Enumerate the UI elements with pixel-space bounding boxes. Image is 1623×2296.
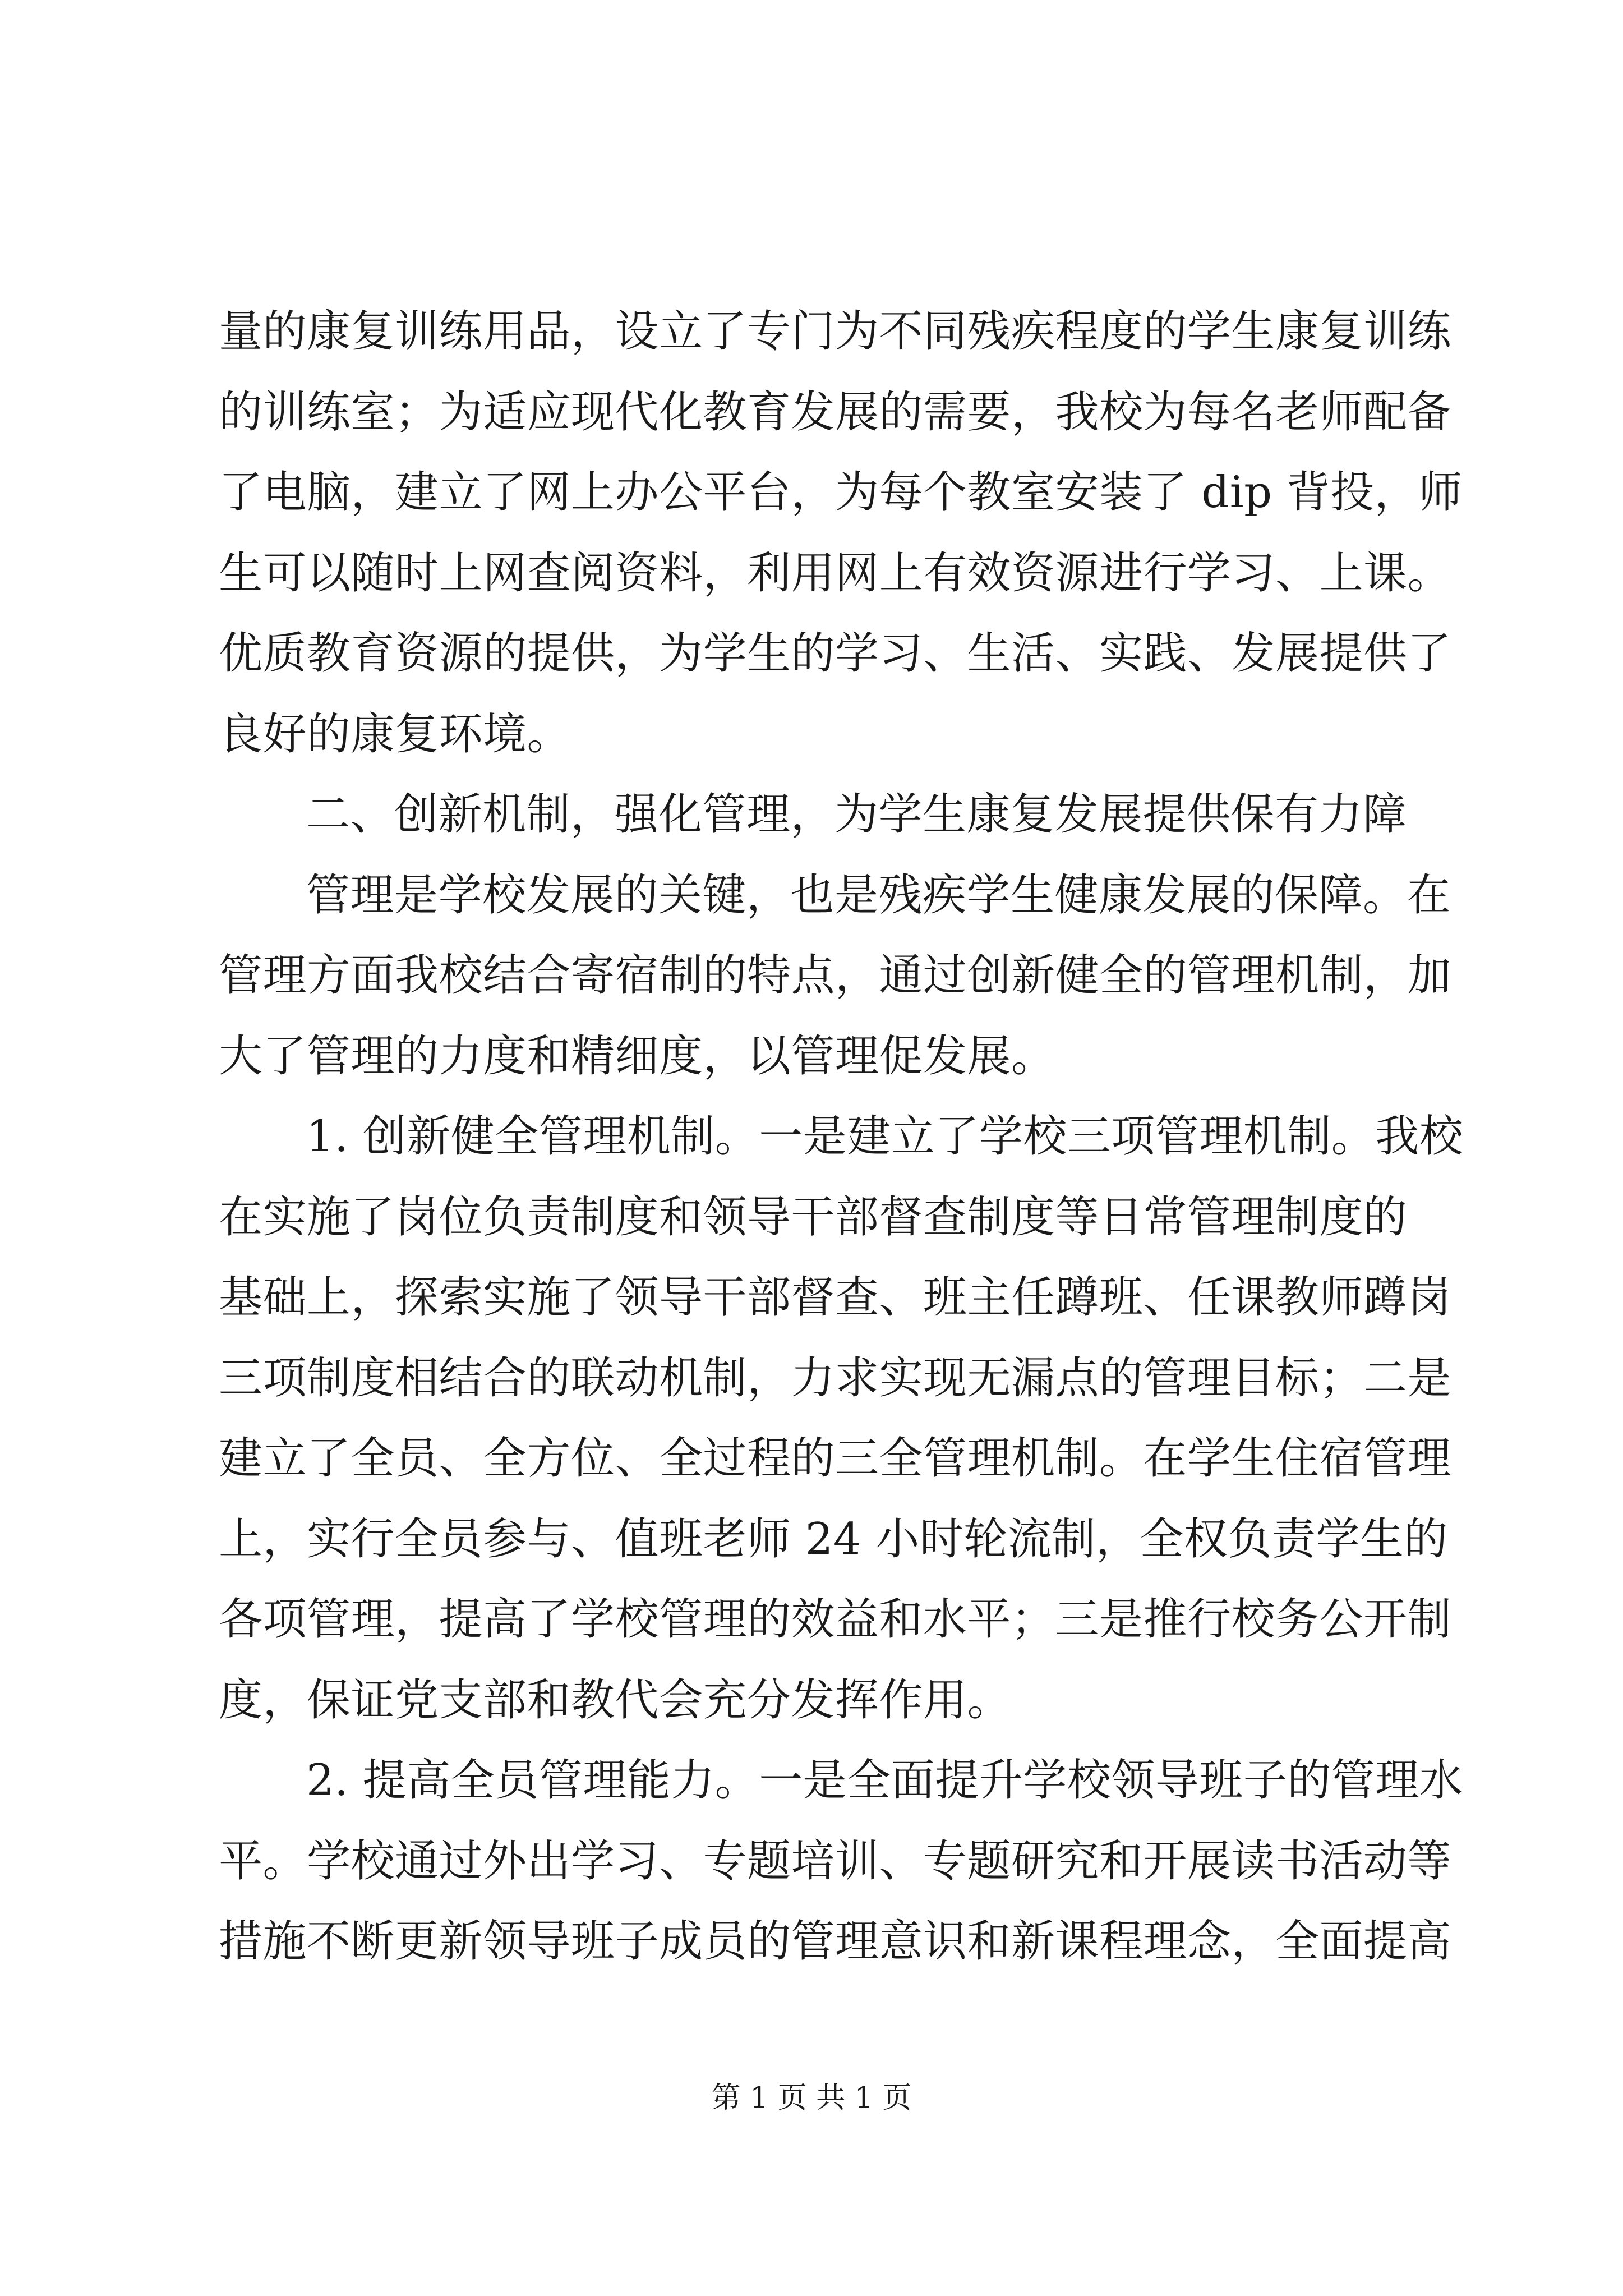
text-line: 生可以随时上网查阅资料，利用网上有效资源进行学习、上课。	[219, 547, 1452, 599]
text-line: 建立了全员、全方位、全过程的三全管理机制。在学生住宿管理	[219, 1433, 1452, 1484]
text-line: 度，保证党支部和教代会充分发挥作用。	[219, 1674, 1012, 1726]
text-line: 上，实行全员参与、值班老师 24 小时轮流制，全权负责学生的	[219, 1513, 1448, 1565]
text-line: 在实施了岗位负责制度和领导干部督查制度等日常管理制度的	[219, 1191, 1408, 1243]
text-line: 管理是学校发展的关键，也是残疾学生健康发展的保障。在	[306, 869, 1451, 921]
text-line: 2. 提高全员管理能力。一是全面提升学校领导班子的管理水	[306, 1755, 1464, 1806]
section-heading: 二、创新机制，强化管理，为学生康复发展提供保有力障	[306, 789, 1407, 840]
text-line: 1. 创新健全管理机制。一是建立了学校三项管理机制。我校	[306, 1111, 1464, 1162]
text-line: 管理方面我校结合寄宿制的特点，通过创新健全的管理机制，加	[219, 950, 1452, 1001]
text-line: 平。学校通过外出学习、专题培训、专题研究和开展读书活动等	[219, 1835, 1452, 1887]
text-line: 措施不断更新领导班子成员的管理意识和新课程理念，全面提高	[219, 1916, 1452, 1967]
text-line: 优质教育资源的提供，为学生的学习、生活、实践、发展提供了	[219, 628, 1452, 679]
document-body	[219, 292, 1464, 1982]
page-footer: 第 1 页 共 1 页	[711, 2081, 912, 2115]
text-line: 良好的康复环境。	[219, 708, 571, 760]
text-line: 了电脑，建立了网上办公平台，为每个教室安装了 dip 背投，师	[219, 467, 1463, 518]
text-line: 三项制度相结合的联动机制，力求实现无漏点的管理目标；二是	[219, 1352, 1452, 1404]
text-line: 量的康复训练用品，设立了专门为不同残疾程度的学生康复训练	[219, 306, 1452, 357]
text-line: 的训练室；为适应现代化教育发展的需要，我校为每名老师配备	[219, 386, 1452, 438]
text-line: 基础上，探索实施了领导干部督查、班主任蹲班、任课教师蹲岗	[219, 1272, 1452, 1323]
text-line: 大了管理的力度和精细度，以管理促发展。	[219, 1030, 1055, 1082]
text-line: 各项管理，提高了学校管理的效益和水平；三是推行校务公开制	[219, 1594, 1452, 1645]
